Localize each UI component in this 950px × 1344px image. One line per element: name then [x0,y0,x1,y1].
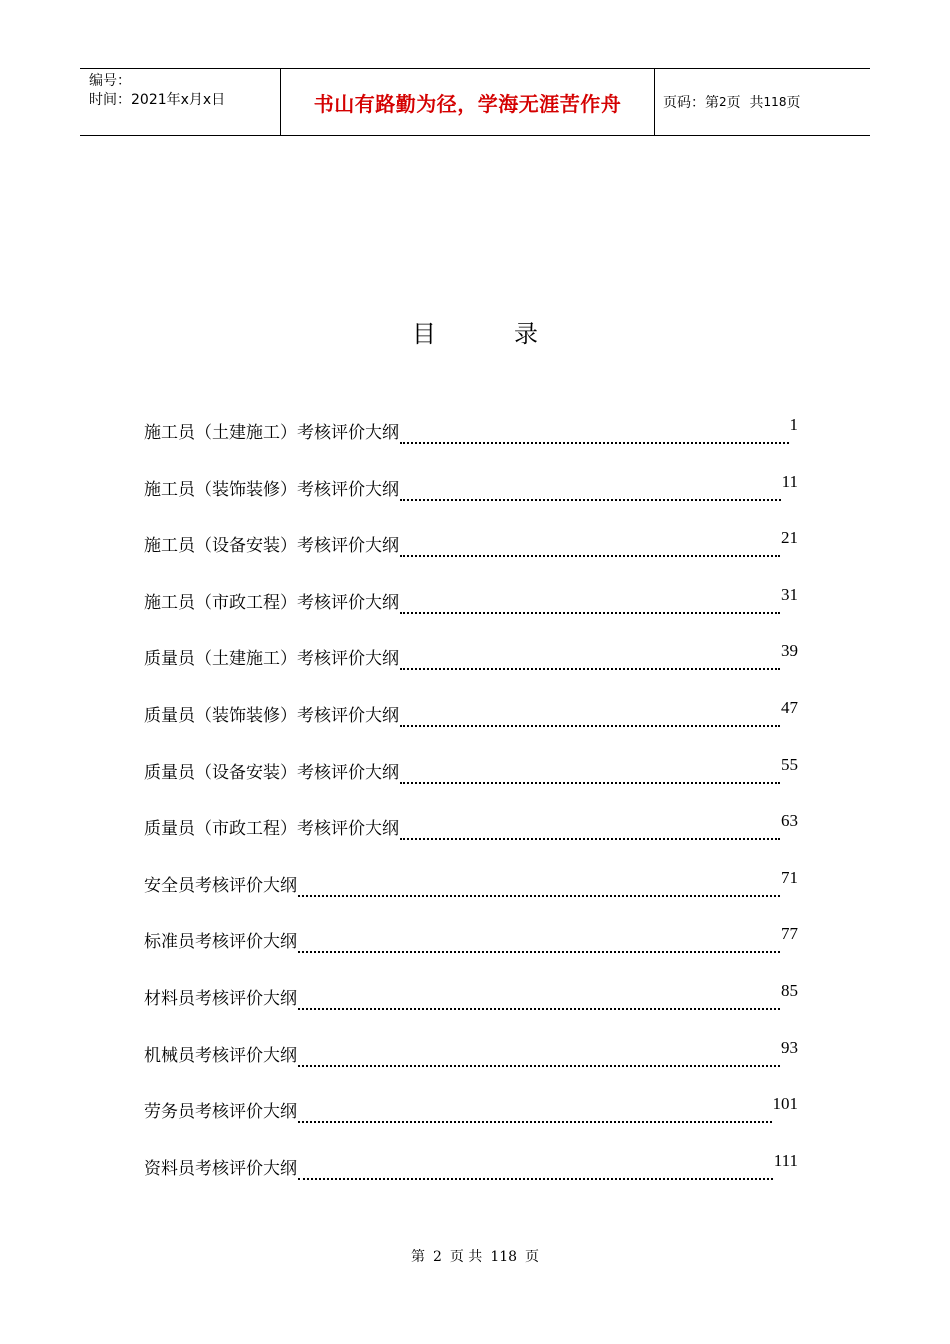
toc-entry-page: 31 [781,584,798,604]
toc-entry-page: 63 [781,811,798,831]
toc-entry[interactable] [144,982,798,1039]
toc-title-right: 录 [514,320,538,348]
toc-dot-leader [298,925,780,953]
toc-entry-page: 85 [781,980,798,1000]
toc-dot-leader [298,869,780,897]
motto-text: 书山有路勤为径，学海无涯苦作舟 [313,91,622,116]
toc-entry-label: 资料员考核评价大纲 [144,1158,297,1179]
toc-entry[interactable] [144,812,798,869]
toc-entry[interactable] [144,925,798,982]
toc-list [144,416,798,1208]
toc-entry[interactable] [144,473,798,530]
toc-entry[interactable] [144,1152,798,1209]
footer-current: 2 [432,1249,442,1265]
footer-prefix: 第 [410,1249,425,1265]
toc-title [0,316,950,352]
toc-dot-leader [400,812,780,840]
toc-entry[interactable] [144,529,798,586]
toc-entry-page: 71 [781,867,798,887]
toc-dot-leader [400,416,789,444]
toc-dot-leader [400,642,780,670]
toc-entry-page: 55 [781,754,798,774]
toc-dot-leader [298,982,780,1010]
toc-entry-label: 施工员（设备安装）考核评价大纲 [144,536,399,557]
page-header [80,68,870,136]
page-total: 118 [763,95,787,109]
toc-entry-label: 质量员（土建施工）考核评价大纲 [144,649,399,670]
page-footer [0,1246,950,1266]
page-mid: 页 共 [726,95,764,111]
toc-entry-page: 47 [781,697,798,717]
date-text: 时间：2021年x月x日 [89,92,226,108]
toc-dot-leader [400,586,780,614]
toc-entry-label: 标准员考核评价大纲 [144,932,297,953]
toc-title-left: 目 [412,320,436,348]
toc-entry[interactable] [144,756,798,813]
toc-entry-page: 39 [781,641,798,661]
toc-entry-label: 机械员考核评价大纲 [144,1045,297,1066]
toc-entry[interactable] [144,869,798,926]
page-current: 2 [719,95,727,109]
toc-entry[interactable] [144,642,798,699]
toc-dot-leader [298,1095,772,1123]
toc-entry-page: 77 [781,924,798,944]
toc-dot-leader [298,1152,773,1180]
toc-entry-label: 材料员考核评价大纲 [144,988,297,1009]
toc-dot-leader [400,756,780,784]
toc-dot-leader [400,473,781,501]
toc-entry-label: 劳务员考核评价大纲 [144,1102,297,1123]
footer-mid: 页 共 [449,1249,483,1265]
header-motto-cell [281,69,655,135]
toc-entry-page: 111 [773,1150,798,1170]
toc-entry-label: 施工员（市政工程）考核评价大纲 [144,592,399,613]
toc-entry-page: 11 [781,471,798,491]
toc-entry-page: 101 [772,1094,798,1114]
toc-dot-leader [298,1039,780,1067]
toc-entry-page: 21 [781,528,798,548]
toc-entry-page: 93 [781,1037,798,1057]
toc-entry-label: 质量员（设备安装）考核评价大纲 [144,762,399,783]
toc-entry[interactable] [144,416,798,473]
toc-entry[interactable] [144,699,798,756]
toc-dot-leader [400,529,780,557]
toc-entry-label: 施工员（土建施工）考核评价大纲 [144,423,399,443]
footer-suffix: 页 [525,1249,540,1265]
header-page-cell [655,69,870,135]
toc-entry[interactable] [144,1039,798,1096]
toc-entry-label: 安全员考核评价大纲 [144,875,297,896]
toc-entry-label: 施工员（装饰装修）考核评价大纲 [144,479,399,500]
toc-entry-label: 质量员（市政工程）考核评价大纲 [144,819,399,840]
toc-entry-label: 质量员（装饰装修）考核评价大纲 [144,705,399,726]
header-meta-cell [80,69,281,135]
footer-total: 118 [490,1249,518,1265]
toc-entry-page: 1 [789,415,798,434]
toc-entry[interactable] [144,1095,798,1152]
page-prefix: 页码：第 [663,95,719,111]
toc-entry[interactable] [144,586,798,643]
serial-label: 编号： [89,73,131,89]
toc-dot-leader [400,699,780,727]
page-suffix: 页 [786,95,801,111]
